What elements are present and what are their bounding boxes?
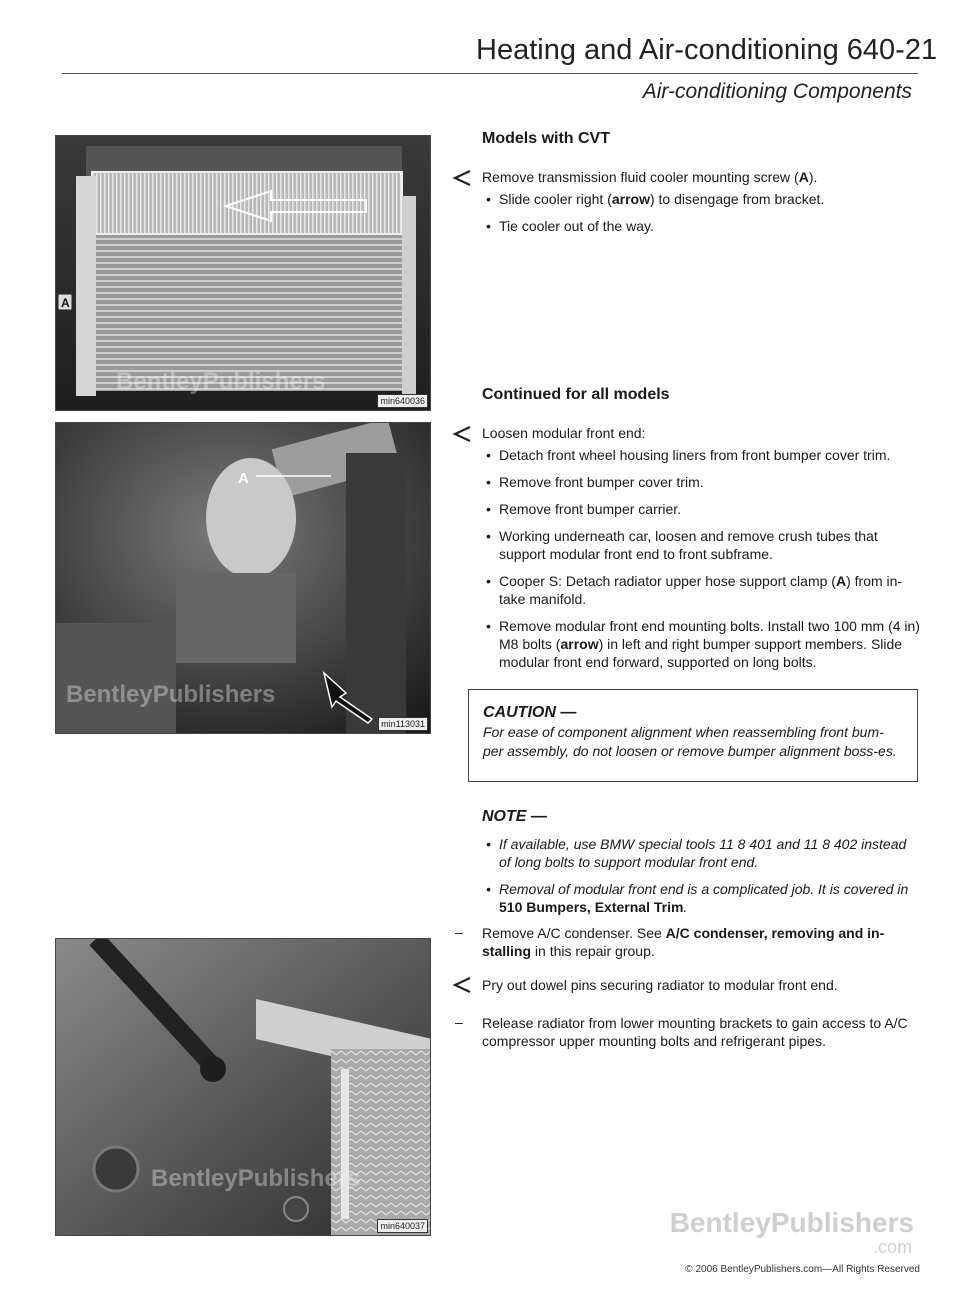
step-loosen-front-end: Loosen modular front end: [482, 425, 646, 441]
callout-a: A [238, 470, 249, 487]
publisher-logo: BentleyPublishers [669, 1207, 914, 1238]
list-item: • Remove front bumper carrier. [482, 500, 920, 518]
list-item: • If available, use BMW special tools 11 8 401 and 11 8 402 instead of long bolts to support modular front end. [482, 835, 920, 871]
step-release-radiator: Release radiator from lower mounting brackets to gain access to A/C compressor upper mounting bolts and refrigerant pipes. [482, 1015, 908, 1049]
step-remove-condenser: Remove A/C condenser. See A/C condenser, removing and in-stalling in this repair group. [482, 925, 885, 959]
photo-id: min640036 [377, 394, 428, 408]
header-divider [62, 73, 918, 74]
photo-engine-bay [55, 422, 431, 734]
photo-cooler [55, 135, 431, 411]
pointer-left-icon [452, 168, 472, 188]
note-list [482, 826, 920, 916]
caution-heading: CAUTION — [483, 704, 577, 721]
photo-id: min113031 [378, 717, 428, 731]
page-title: Heating and Air-conditioning 640-21 [476, 34, 938, 66]
dash-marker: – [455, 1014, 463, 1030]
all-bullets [482, 437, 920, 671]
pointer-left-icon [452, 424, 472, 444]
section-heading-all: Continued for all models [482, 386, 670, 403]
pointer-left-icon [452, 975, 472, 995]
watermark: BentleyPublishers [66, 681, 276, 708]
watermark: BentleyPublishers [116, 368, 326, 395]
publisher-logo-dotcom: .com [872, 1237, 912, 1257]
note-heading: NOTE — [482, 808, 547, 825]
caution-text: For ease of component alignment when reassembling front bum-per assembly, do not loosen or remove bumper alignment boss-es. [483, 724, 897, 759]
list-item: • Working underneath car, loosen and remove crush tubes that support modular front end to front subframe. [482, 527, 920, 563]
list-item: • Remove modular front end mounting bolts. Install two 100 mm (4 in) M8 bolts (arrow) in left and right bumper support members. Slide modular front end forward, supported on long bolts. [482, 617, 920, 671]
list-item: • Cooper S: Detach radiator upper hose support clamp (A) from in-take manifold. [482, 572, 920, 608]
page-subtitle: Air-conditioning Components [642, 80, 912, 103]
list-item: • Remove front bumper cover trim. [482, 473, 920, 491]
callout-a: A [61, 296, 70, 310]
list-item: • Slide cooler right (arrow) to disengage from bracket. [482, 190, 920, 208]
list-item: • Detach front wheel housing liners from front bumper cover trim. [482, 446, 920, 464]
photo-id: min640037 [377, 1219, 428, 1233]
dash-marker: – [455, 924, 463, 940]
watermark: BentleyPublishers [151, 1165, 361, 1192]
caution-box [468, 689, 918, 782]
cvt-bullets [482, 181, 920, 235]
list-item: • Removal of modular front end is a complicated job. It is covered in 510 Bumpers, External Trim. [482, 880, 920, 916]
copyright: © 2006 BentleyPublishers.com—All Rights Reserved [685, 1264, 920, 1275]
step-remove-screw: Remove transmission fluid cooler mounting screw (A). [482, 169, 818, 185]
step-pry-dowel-pins: Pry out dowel pins securing radiator to modular front end. [482, 977, 838, 993]
photo-dowel-pins [55, 938, 431, 1236]
list-item: • Tie cooler out of the way. [482, 217, 920, 235]
section-heading-cvt: Models with CVT [482, 130, 610, 147]
